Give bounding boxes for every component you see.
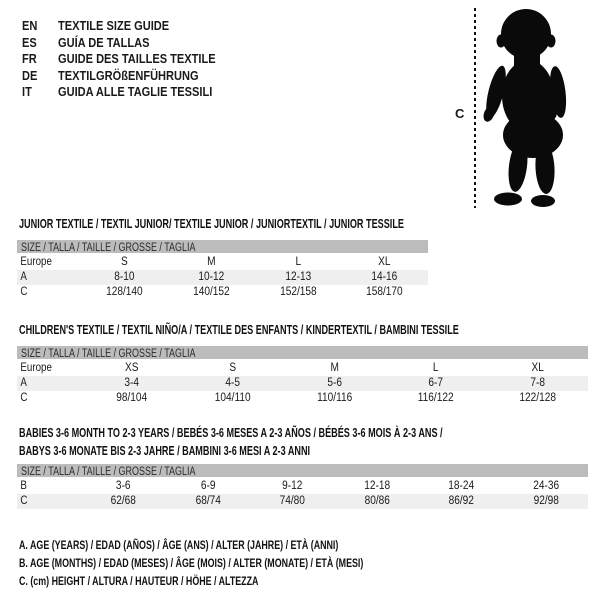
section-title-line: BABIES 3-6 MONTH TO 2-3 YEARS / BEBÉS 3-6 MESES A 2-3 AÑOS / BÉBÉS 3-6 MOIS À 2-3 ANS / <box>19 425 443 440</box>
size-cell: 86/92 <box>448 495 474 507</box>
size-cell: 104/110 <box>215 392 252 404</box>
size-cell: 98/104 <box>116 392 148 404</box>
size-cell: 6-7 <box>428 377 444 389</box>
size-cell: L <box>433 362 439 374</box>
section-title <box>19 215 569 233</box>
babies-size-table <box>17 464 588 509</box>
size-cell: 80/86 <box>364 495 390 507</box>
footnote-line: C. (cm) HEIGHT / ALTURA / HAUTEUR / HÖHE / ALTEZZA <box>19 574 259 588</box>
size-cell: L <box>295 256 301 268</box>
row-label: C <box>20 286 28 298</box>
height-measure-label: C <box>455 106 465 121</box>
size-cell: 3-4 <box>124 377 140 389</box>
language-title: TEXTILGRÖßENFÜHRUNG <box>58 67 199 83</box>
size-cell: 9-12 <box>282 480 303 492</box>
table-row <box>17 376 588 391</box>
size-cell: 62/68 <box>110 495 136 507</box>
language-title: GUIDA ALLE TAGLIE TESSILI <box>58 84 213 99</box>
table-row <box>17 361 588 376</box>
baby-silhouette-icon <box>480 8 578 208</box>
language-code: FR <box>22 51 37 66</box>
table-row <box>17 494 588 509</box>
size-cell: 122/128 <box>519 392 556 404</box>
section-title-line: JUNIOR TEXTILE / TEXTIL JUNIOR/ TEXTILE JUNIOR / JUNIORTEXTIL / JUNIOR TESSILE <box>19 216 404 231</box>
table-header-bar <box>17 346 588 359</box>
table-row <box>17 285 428 300</box>
table-row <box>17 270 428 285</box>
language-code: IT <box>22 84 32 99</box>
table-body <box>17 361 588 406</box>
size-cell: 10-12 <box>198 271 225 283</box>
language-code: ES <box>22 34 37 50</box>
row-label: A <box>20 271 27 283</box>
size-cell: 116/122 <box>418 392 454 404</box>
junior-size-table <box>17 240 428 300</box>
baby-height-figure <box>0 0 600 215</box>
table-header-bar <box>17 464 588 477</box>
size-cell: 158/170 <box>366 286 403 298</box>
size-cell: 18-24 <box>448 480 475 492</box>
size-cell: 74/80 <box>279 495 305 507</box>
section-title-line: BABYS 3-6 MONATE BIS 2-3 JAHRE / BAMBINI 3-6 MESI A 2-3 ANNI <box>19 442 311 458</box>
row-label: Europe <box>20 362 52 374</box>
language-code: DE <box>22 67 38 83</box>
size-cell: 8-10 <box>114 271 135 283</box>
size-cell: 24-36 <box>532 480 559 492</box>
table-row <box>17 391 588 406</box>
footnote-line: B. AGE (MONTHS) / EDAD (MESES) / ÂGE (MOIS) / ALTER (MONATE) / ETÀ (MESI) <box>19 556 364 570</box>
row-label: A <box>20 377 27 389</box>
size-cell: M <box>206 256 216 268</box>
table-body <box>17 479 588 509</box>
size-cell: 14-16 <box>371 271 398 283</box>
legend-footnotes <box>19 536 484 590</box>
row-label: C <box>20 392 28 404</box>
size-cell: XL <box>531 362 544 374</box>
size-cell: 6-9 <box>200 480 216 492</box>
size-cell: 4-5 <box>225 377 241 389</box>
size-cell: S <box>229 362 237 374</box>
table-row <box>17 479 588 494</box>
size-cell: 128/140 <box>106 286 143 298</box>
size-cell: S <box>120 256 128 268</box>
size-cell: 92/98 <box>533 495 559 507</box>
size-cell: XL <box>378 256 391 268</box>
section-title <box>19 424 600 459</box>
height-measure-dashed-line <box>474 8 476 208</box>
row-label: Europe <box>20 256 52 268</box>
table-header-text: SIZE / TALLA / TAILLE / GRÖSSE / TAGLIA <box>21 348 196 360</box>
table-header-text: SIZE / TALLA / TAILLE / GRÖSSE / TAGLIA <box>21 242 196 254</box>
language-code: EN <box>22 18 38 33</box>
table-row <box>17 255 428 270</box>
table-header-text: SIZE / TALLA / TAILLE / GRÖSSE / TAGLIA <box>21 466 196 478</box>
section-title <box>19 321 600 339</box>
size-cell: 140/152 <box>192 286 230 298</box>
size-cell: 152/158 <box>279 286 317 298</box>
table-body <box>17 255 428 300</box>
size-cell: 5-6 <box>327 377 342 389</box>
language-title: TEXTILE SIZE GUIDE <box>58 18 170 33</box>
size-cell: 7-8 <box>530 377 545 389</box>
size-cell: XS <box>124 362 139 374</box>
row-label: B <box>20 480 27 492</box>
size-cell: 110/116 <box>316 392 353 404</box>
children-size-table <box>17 346 588 406</box>
table-header-bar <box>17 240 428 253</box>
row-label: C <box>20 495 28 507</box>
size-cell: 12-18 <box>363 480 390 492</box>
language-title: GUIDE DES TAILLES TEXTILE <box>58 51 216 66</box>
language-title: GUÍA DE TALLAS <box>58 34 150 50</box>
footnote-line: A. AGE (YEARS) / EDAD (AÑOS) / ÂGE (ANS) / ALTER (JAHRE) / ETÀ (ANNI) <box>19 538 339 552</box>
size-cell: 68/74 <box>195 495 221 507</box>
size-cell: 12-13 <box>284 271 311 283</box>
section-title-line: CHILDREN'S TEXTILE / TEXTIL NIÑO/A / TEXTILE DES ENFANTS / KINDERTEXTIL / BAMBINI TESSILE <box>19 322 459 337</box>
size-cell: M <box>330 362 339 374</box>
size-cell: 3-6 <box>115 480 131 492</box>
